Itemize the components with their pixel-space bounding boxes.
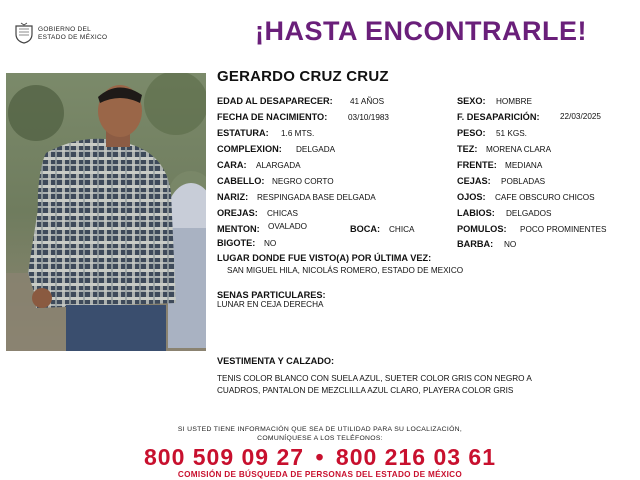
field-label-disappearance-date: F. DESAPARICIÓN: [457, 112, 540, 122]
field-label-eyes: OJOS: [457, 192, 486, 202]
field-label-nose: NARIZ: [217, 192, 249, 202]
field-label-mustache: BIGOTE: [217, 238, 256, 248]
government-logo [14, 22, 114, 46]
field-value-mouth: CHICA [389, 225, 415, 234]
field-label-hair: CABELLO: [217, 176, 265, 186]
field-value-mustache: NO [264, 239, 277, 248]
field-value-eyebrows: POBLADAS [501, 177, 546, 186]
government-name-line2: ESTADO DE MÉXICO [38, 34, 108, 41]
field-label-ears: OREJAS: [217, 208, 258, 218]
field-value-hair: NEGRO CORTO [272, 177, 334, 186]
phone-number-1[interactable]: 800 509 09 27 [143, 444, 305, 470]
field-label-age: EDAD AL DESAPARECER: [217, 96, 333, 106]
person-photo-illustration [6, 73, 206, 351]
contact-note [0, 425, 640, 443]
field-label-sex: SEXO: [457, 96, 486, 106]
field-value-face: ALARGADA [256, 161, 301, 170]
field-label-lips: LABIOS: [457, 208, 495, 218]
commission-name: COMISIÓN DE BÚSQUEDA DE PERSONAS DEL ESTADO DE MÉXICO [177, 470, 463, 479]
field-value-disappearance-date: 22/03/2025 [560, 112, 601, 121]
phone-numbers [0, 444, 640, 471]
distinguishing-features-value: LUNAR EN CEJA DERECHA [217, 300, 324, 309]
field-label-chin: MENTON: [217, 224, 260, 234]
phone-separator: • [315, 444, 325, 470]
last-seen-value: SAN MIGUEL HILA, NICOLÁS ROMERO, ESTADO DE MEXICO [227, 266, 464, 275]
field-label-forehead: FRENTE: [457, 160, 497, 170]
field-value-age: 41 AÑOS [350, 97, 385, 106]
field-value-lips: DELGADOS [506, 209, 552, 218]
field-value-ears: CHICAS [267, 209, 298, 218]
field-label-face: CARA: [217, 160, 247, 170]
field-label-build: COMPLEXION: [217, 144, 282, 154]
field-label-complexion-tone: TEZ: [457, 144, 478, 154]
field-value-nose: RESPINGADA BASE DELGADA [257, 193, 376, 202]
contact-note-line2: COMUNÍQUESE A LOS TELÉFONOS: [257, 435, 383, 442]
person-name: GERARDO CRUZ CRUZ [217, 68, 389, 85]
distinguishing-features-label: SENAS PARTICULARES: [217, 290, 326, 300]
field-value-beard: NO [504, 240, 517, 249]
headline: ¡HASTA ENCONTRARLE! [255, 16, 587, 46]
person-photo [6, 73, 206, 351]
field-value-eyes: CAFE OBSCURO CHICOS [495, 193, 595, 202]
field-label-mouth: BOCA: [350, 224, 381, 234]
phone-number-2[interactable]: 800 216 03 61 [335, 444, 497, 470]
clothing-value-line2: CUADROS, PANTALON DE MEZCLILLA AZUL CLARO, PLAYERA COLOR GRIS [217, 386, 514, 395]
field-label-height: ESTATURA: [217, 128, 269, 138]
field-value-height: 1.6 MTS. [281, 129, 315, 138]
field-value-birthdate: 03/10/1983 [348, 113, 389, 122]
field-value-cheekbones: POCO PROMINENTES [520, 225, 607, 234]
clothing-label: VESTIMENTA Y CALZADO: [217, 356, 335, 366]
field-value-sex: HOMBRE [496, 97, 532, 106]
state-emblem-icon [14, 22, 34, 44]
field-value-chin: OVALADO [268, 222, 307, 231]
field-label-cheekbones: POMULOS: [457, 224, 507, 234]
field-label-birthdate: FECHA DE NACIMIENTO: [217, 112, 328, 122]
field-value-complexion-tone: MORENA CLARA [486, 145, 552, 154]
last-seen-label: LUGAR DONDE FUE VISTO(A) POR ÚLTIMA VEZ: [217, 253, 432, 263]
clothing-value-line1: TENIS COLOR BLANCO CON SUELA AZUL, SUETER COLOR GRIS CON NEGRO A [217, 374, 532, 383]
field-value-build: DELGADA [296, 145, 336, 154]
field-label-beard: BARBA: [457, 239, 494, 249]
government-name-line1: GOBIERNO DEL [38, 26, 92, 33]
field-label-weight: PESO: [457, 128, 486, 138]
contact-note-line1: SI USTED TIENE INFORMACIÓN QUE SEA DE UTILIDAD PARA SU LOCALIZACIÓN, [177, 426, 463, 433]
field-value-forehead: MEDIANA [505, 161, 543, 170]
field-label-eyebrows: CEJAS: [457, 176, 491, 186]
field-value-weight: 51 KGS. [496, 129, 527, 138]
